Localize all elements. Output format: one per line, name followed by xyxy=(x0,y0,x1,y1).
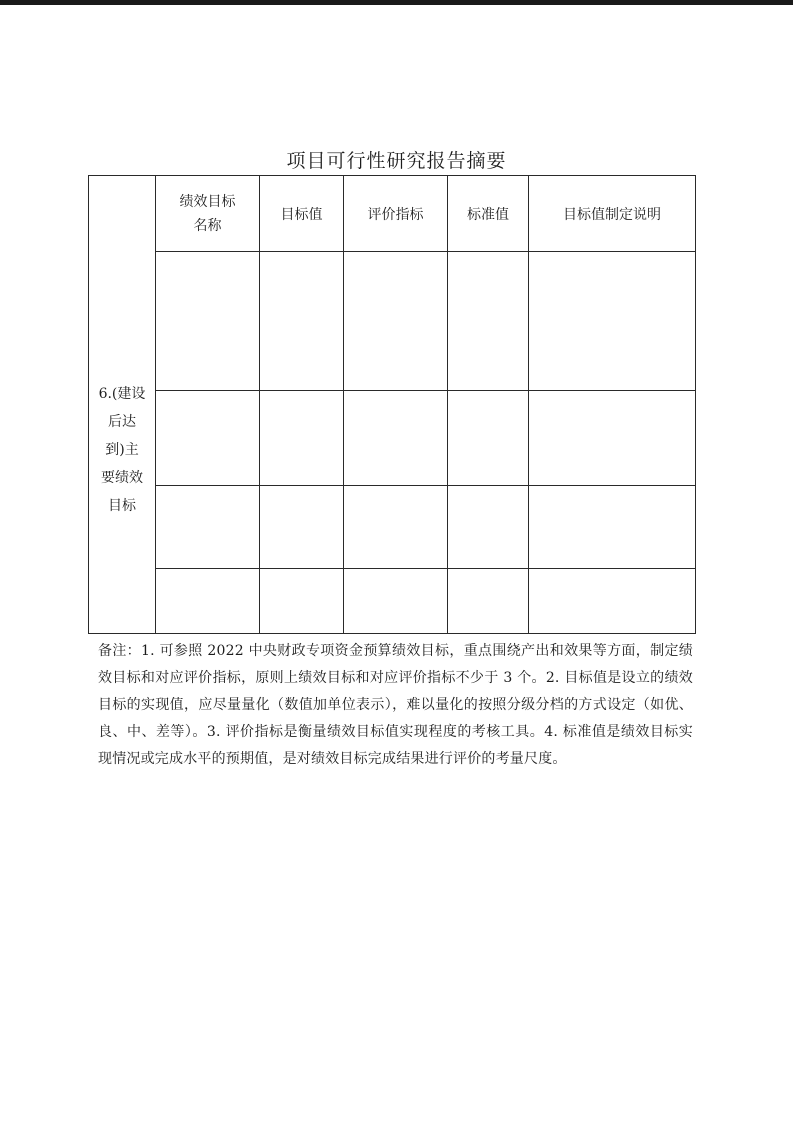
cell-target-explanation[interactable] xyxy=(529,391,696,486)
cell-standard-value[interactable] xyxy=(448,486,529,569)
header-goal-name: 绩效目标 名称 xyxy=(156,176,260,252)
side-label-line: 到)主 xyxy=(105,441,139,458)
cell-target-value[interactable] xyxy=(260,252,344,391)
cell-target-value[interactable] xyxy=(260,486,344,569)
side-label-line: 6.(建设 xyxy=(98,385,146,402)
side-label-line: 要绩效 xyxy=(101,469,143,486)
cell-target-value[interactable] xyxy=(260,391,344,486)
side-label-cell xyxy=(89,176,156,634)
cell-goal-name[interactable] xyxy=(156,252,260,391)
cell-target-explanation[interactable] xyxy=(529,569,696,634)
table-row xyxy=(89,569,696,634)
side-label-line: 后达 xyxy=(108,413,136,430)
page-title: 项目可行性研究报告摘要 xyxy=(286,150,507,172)
cell-standard-value[interactable] xyxy=(448,569,529,634)
table-header-row xyxy=(89,176,696,252)
cell-standard-value[interactable] xyxy=(448,252,529,391)
cell-target-explanation[interactable] xyxy=(529,252,696,391)
table-row xyxy=(89,391,696,486)
cell-goal-name[interactable] xyxy=(156,391,260,486)
table-row xyxy=(89,486,696,569)
cell-evaluation-indicator[interactable] xyxy=(344,252,448,391)
cell-target-explanation[interactable] xyxy=(529,486,696,569)
cell-target-value[interactable] xyxy=(260,569,344,634)
cell-goal-name[interactable] xyxy=(156,486,260,569)
header-standard-value: 标准值 xyxy=(448,176,529,252)
header-target-explanation: 目标值制定说明 xyxy=(529,176,696,252)
header-evaluation-indicator: 评价指标 xyxy=(344,176,448,252)
notes-paragraph: 备注：1. 可参照 2022 中央财政专项资金预算绩效目标，重点围绕产出和效果等方面，制定绩效目标和对应评价指标，原则上绩效目标和对应评价指标不少于 3 个。2. 目标值是设立的绩效目标的实现值，应尽量量化（数值加单位表示），难以量化的按照分级分档的方式设定（如优、良、中、差等）。3. 评价指标是衡量绩效目标值实现程度的考核工具。4. 标准值是绩效目标实现情况或完成水平的预期值，是对绩效目标完成结果进行评价的考量尺度。 xyxy=(98,643,693,767)
table-row xyxy=(89,252,696,391)
cell-goal-name[interactable] xyxy=(156,569,260,634)
side-label-line: 目标 xyxy=(108,497,136,514)
header-target-value: 目标值 xyxy=(260,176,344,252)
performance-goals-table xyxy=(88,175,696,634)
cell-evaluation-indicator[interactable] xyxy=(344,486,448,569)
cell-standard-value[interactable] xyxy=(448,391,529,486)
scan-top-edge xyxy=(0,0,793,5)
cell-evaluation-indicator[interactable] xyxy=(344,391,448,486)
cell-evaluation-indicator[interactable] xyxy=(344,569,448,634)
